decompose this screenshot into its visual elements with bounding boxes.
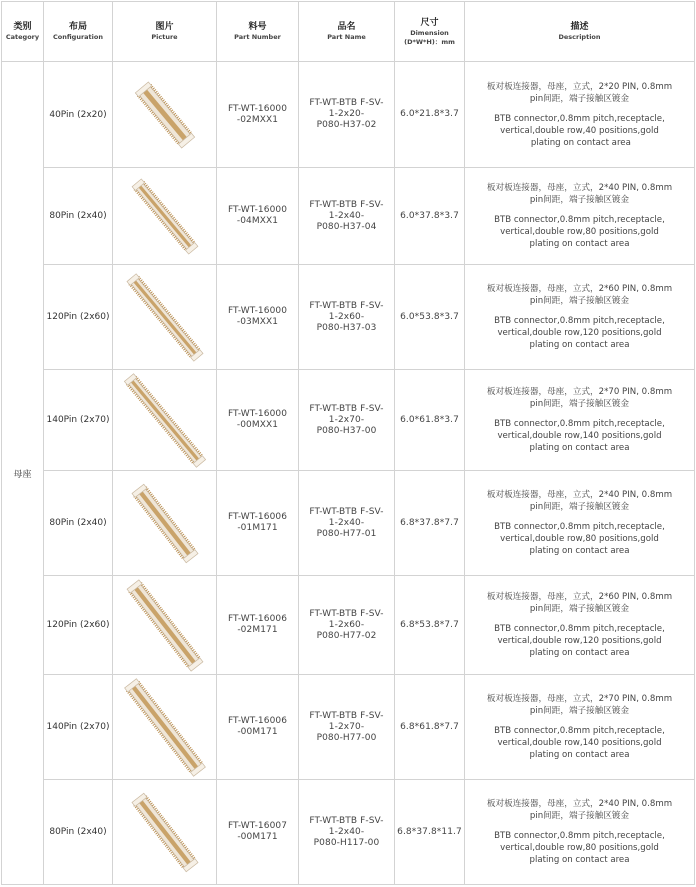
description-cell: [465, 675, 695, 780]
connector-image: [115, 170, 215, 263]
description-en-line: plating on contact area: [529, 750, 630, 760]
configuration-cell: 80Pin (2x40): [44, 168, 113, 265]
contact-slot: [139, 491, 190, 555]
dimension-cell: 6.8*37.8*11.7: [395, 780, 465, 885]
description-en-line: BTB connector,0.8mm pitch,receptacle,: [494, 831, 665, 841]
description-zh-line: 板对板连接器，母座，立式，2*60 PIN, 0.8mm: [486, 592, 673, 602]
description-zh-line: pin间距，端子接触区镀金: [529, 195, 630, 205]
configuration-cell: 140Pin (2x70): [44, 675, 113, 780]
description-en-line: vertical,double row,120 positions,gold: [497, 636, 662, 646]
description-en-line: vertical,double row,40 positions,gold: [500, 125, 659, 136]
dimension-cell: 6.8*61.8*7.7: [395, 675, 465, 780]
description-en-line: vertical,double row,80 positions,gold: [500, 534, 659, 544]
part-name-cell: [299, 780, 395, 885]
part-name-line: 1-2x70-: [328, 414, 365, 425]
configuration-cell: 40Pin (2x20): [44, 62, 113, 168]
part-number-cell: [217, 62, 299, 168]
dimension-cell: 6.8*37.8*7.7: [395, 471, 465, 576]
part-name-line: 1-2x20-: [328, 109, 365, 119]
table-row: [2, 62, 695, 168]
description-en-line: BTB connector,0.8mm pitch,receptacle,: [494, 624, 665, 634]
part-number-line: FT-WT-16006: [227, 716, 288, 726]
header-description: 描述 Description: [465, 2, 695, 62]
part-name-line: FT-WT-BTB F-SV-: [309, 403, 384, 414]
part-name-line: 1-2x40-: [328, 210, 365, 221]
part-name-cell: [299, 576, 395, 675]
description-zh-line: 板对板连接器，母座，立式，2*40 PIN, 0.8mm: [486, 183, 673, 193]
description-zh-line: pin间距，端子接触区镀金: [529, 93, 630, 104]
part-name-line: P080-H37-04: [316, 221, 377, 232]
part-name-line: 1-2x60-: [328, 311, 365, 322]
header-part-number: 料号 Part Number: [217, 2, 299, 62]
part-name-line: P080-H77-01: [316, 528, 377, 539]
description-cell: [465, 168, 695, 265]
table-row: [2, 576, 695, 675]
part-number-cell: [217, 675, 299, 780]
part-number-cell: [217, 265, 299, 370]
picture-cell: [113, 576, 217, 675]
description-zh-line: pin间距，端子接触区镀金: [529, 296, 630, 306]
part-name-line: P080-H77-02: [316, 630, 377, 641]
description-zh-line: 板对板连接器，母座，立式，2*60 PIN, 0.8mm: [486, 284, 673, 294]
contact-slot: [130, 380, 198, 460]
description-en-line: BTB connector,0.8mm pitch,receptacle,: [494, 316, 665, 326]
part-number-line: -04MXX1: [236, 216, 279, 226]
description-zh-line: 板对板连接器，母座，立式，2*70 PIN, 0.8mm: [486, 387, 673, 397]
header-row: [2, 2, 695, 62]
description-cell: [465, 265, 695, 370]
picture-cell: [113, 471, 217, 576]
description-en-line: BTB connector,0.8mm pitch,receptacle,: [494, 419, 665, 429]
part-number-line: FT-WT-16000: [227, 306, 288, 316]
connector-image: [115, 64, 215, 166]
part-name-line: FT-WT-BTB F-SV-: [309, 710, 384, 721]
connector-image: [115, 782, 215, 883]
part-name-line: 1-2x40-: [328, 517, 365, 528]
picture-cell: [113, 168, 217, 265]
contact-slot: [138, 185, 191, 247]
part-name-line: P080-H37-03: [316, 322, 377, 333]
part-name-line: P080-H77-00: [316, 732, 377, 743]
part-number-line: FT-WT-16007: [227, 821, 288, 831]
part-number-line: FT-WT-16000: [227, 103, 288, 114]
part-name-cell: [299, 168, 395, 265]
part-name-line: P080-H37-02: [316, 120, 377, 130]
description-cell: [465, 62, 695, 168]
part-number-cell: [217, 370, 299, 471]
header-picture: 图片 Picture: [113, 2, 217, 62]
part-name-line: FT-WT-BTB F-SV-: [309, 300, 384, 311]
description-en-line: vertical,double row,120 positions,gold: [497, 328, 662, 338]
part-number-line: -00M171: [237, 832, 278, 842]
description-en-line: BTB connector,0.8mm pitch,receptacle,: [494, 113, 665, 124]
description-en-line: plating on contact area: [529, 340, 630, 350]
part-name-line: FT-WT-BTB F-SV-: [309, 815, 384, 826]
description-zh-line: pin间距，端子接触区镀金: [529, 811, 630, 821]
header-dimension: 尺寸 Dimension (D*W*H)：mm: [395, 2, 465, 62]
part-name-line: 1-2x70-: [328, 721, 365, 732]
contact-slot: [133, 280, 196, 354]
dimension-cell: 6.0*61.8*3.7: [395, 370, 465, 471]
description-en-line: plating on contact area: [529, 855, 630, 865]
description-cell: [465, 370, 695, 471]
part-number-cell: [217, 780, 299, 885]
header-part-name: 品名 Part Name: [299, 2, 395, 62]
description-en-line: plating on contact area: [529, 443, 630, 453]
description-en-line: vertical,double row,80 positions,gold: [500, 843, 659, 853]
description-zh-line: pin间距，端子接触区镀金: [529, 706, 630, 716]
picture-cell: [113, 370, 217, 471]
description-zh-line: 板对板连接器，母座，立式，2*40 PIN, 0.8mm: [486, 490, 673, 500]
description-zh-line: 板对板连接器，母座，立式，2*40 PIN, 0.8mm: [486, 799, 673, 809]
table-row: [2, 265, 695, 370]
description-en-line: plating on contact area: [529, 239, 630, 249]
configuration-cell: 140Pin (2x70): [44, 370, 113, 471]
picture-cell: [113, 62, 217, 168]
description-en-line: BTB connector,0.8mm pitch,receptacle,: [494, 522, 665, 532]
description-cell: [465, 576, 695, 675]
spec-table: [1, 1, 695, 885]
part-name-line: 1-2x40-: [328, 826, 365, 837]
picture-cell: [113, 675, 217, 780]
description-en-line: plating on contact area: [529, 546, 630, 556]
picture-cell: [113, 780, 217, 885]
part-name-line: P080-H37-00: [316, 425, 377, 436]
part-number-line: FT-WT-16006: [227, 512, 288, 522]
part-number-line: -02MXX1: [236, 114, 279, 125]
part-number-line: -02M171: [237, 625, 278, 635]
contact-slot: [131, 685, 197, 768]
part-number-line: FT-WT-16000: [227, 205, 288, 215]
description-zh-line: pin间距，端子接触区镀金: [529, 502, 630, 512]
header-configuration: 布局 Configuration: [44, 2, 113, 62]
description-zh-line: 板对板连接器，母座，立式，2*70 PIN, 0.8mm: [486, 694, 673, 704]
part-name-cell: [299, 62, 395, 168]
category-cell: 母座: [2, 62, 44, 885]
table-row: [2, 675, 695, 780]
header-category: 类别 Category: [2, 2, 44, 62]
part-name-cell: [299, 265, 395, 370]
part-number-line: -00M171: [237, 727, 278, 737]
configuration-cell: 120Pin (2x60): [44, 576, 113, 675]
connector-image: [115, 473, 215, 574]
contact-slot: [139, 800, 190, 864]
connector-image: [115, 677, 215, 778]
configuration-cell: 120Pin (2x60): [44, 265, 113, 370]
part-name-line: FT-WT-BTB F-SV-: [309, 608, 384, 619]
part-number-line: -03MXX1: [236, 317, 279, 327]
description-zh-line: pin间距，端子接触区镀金: [529, 604, 630, 614]
connector-image: [115, 267, 215, 368]
part-number-line: -00MXX1: [236, 420, 279, 430]
part-name-line: FT-WT-BTB F-SV-: [309, 506, 384, 517]
part-name-line: FT-WT-BTB F-SV-: [309, 98, 384, 108]
description-en-line: vertical,double row,140 positions,gold: [497, 431, 662, 441]
part-number-cell: [217, 576, 299, 675]
contact-slot: [134, 587, 195, 664]
dimension-cell: 6.0*37.8*3.7: [395, 168, 465, 265]
table-row: [2, 471, 695, 576]
dimension-cell: 6.0*53.8*3.7: [395, 265, 465, 370]
table-row: [2, 370, 695, 471]
part-number-cell: [217, 471, 299, 576]
table-row: [2, 780, 695, 885]
table-row: [2, 168, 695, 265]
dimension-cell: 6.0*21.8*3.7: [395, 62, 465, 168]
part-number-cell: [217, 168, 299, 265]
part-number-line: FT-WT-16006: [227, 614, 288, 624]
description-en-line: vertical,double row,140 positions,gold: [497, 738, 662, 748]
description-cell: [465, 780, 695, 885]
part-name-line: P080-H117-00: [313, 837, 380, 848]
dimension-cell: 6.8*53.8*7.7: [395, 576, 465, 675]
part-name-cell: [299, 471, 395, 576]
part-name-cell: [299, 370, 395, 471]
description-en-line: plating on contact area: [528, 137, 631, 148]
part-name-line: 1-2x60-: [328, 619, 365, 630]
connector-image: [115, 578, 215, 673]
description-zh-line: 板对板连接器，母座，立式，2*20 PIN, 0.8mm: [486, 81, 673, 92]
description-en-line: vertical,double row,80 positions,gold: [500, 227, 659, 237]
description-zh-line: pin间距，端子接触区镀金: [529, 399, 630, 409]
part-number-line: FT-WT-16000: [227, 409, 288, 419]
description-en-line: BTB connector,0.8mm pitch,receptacle,: [494, 215, 665, 225]
description-en-line: BTB connector,0.8mm pitch,receptacle,: [494, 726, 665, 736]
configuration-cell: 80Pin (2x40): [44, 471, 113, 576]
part-name-cell: [299, 675, 395, 780]
part-number-line: -01M171: [237, 523, 278, 533]
description-en-line: plating on contact area: [529, 648, 630, 658]
configuration-cell: 80Pin (2x40): [44, 780, 113, 885]
connector-image: [115, 372, 215, 469]
contact-slot: [143, 89, 187, 140]
picture-cell: [113, 265, 217, 370]
description-cell: [465, 471, 695, 576]
part-name-line: FT-WT-BTB F-SV-: [309, 199, 384, 210]
